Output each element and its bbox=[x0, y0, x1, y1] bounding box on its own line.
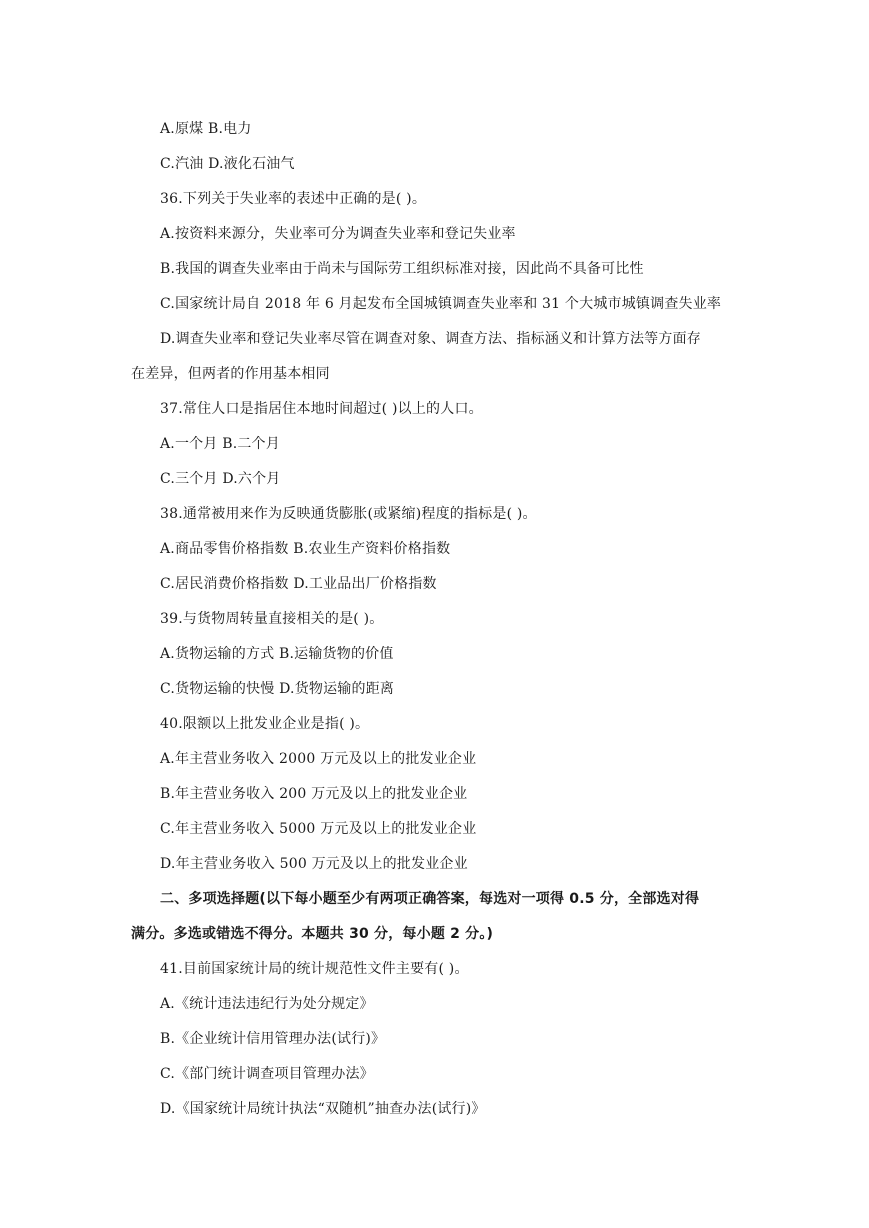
question-38: 38.通常被用来作为反映通货膨胀(或紧缩)程度的指标是( )。 bbox=[160, 506, 537, 522]
question-36: 36.下列关于失业率的表述中正确的是( )。 bbox=[160, 191, 427, 207]
question-41: 41.目前国家统计局的统计规范性文件主要有( )。 bbox=[160, 961, 469, 977]
text-line: A.一个月 B.二个月 bbox=[160, 436, 280, 452]
text-line: C.汽油 D.液化石油气 bbox=[160, 156, 295, 172]
section-heading-cont: 满分。多选或错选不得分。本题共 30 分，每小题 2 分。) bbox=[131, 926, 494, 942]
question-40: 40.限额以上批发业企业是指( )。 bbox=[160, 716, 370, 732]
text-line: B.《企业统计信用管理办法(试行)》 bbox=[160, 1031, 386, 1047]
text-line: C.居民消费价格指数 D.工业品出厂价格指数 bbox=[160, 576, 437, 592]
question-39: 39.与货物周转量直接相关的是( )。 bbox=[160, 611, 384, 627]
text-line: C.货物运输的快慢 D.货物运输的距离 bbox=[160, 681, 395, 697]
text-line: C.三个月 D.六个月 bbox=[160, 471, 281, 487]
text-line: C.国家统计局自 2018 年 6 月起发布全国城镇调查失业率和 31 个大城市城镇调查失业率 bbox=[160, 296, 722, 312]
text-line: C.年主营业务收入 5000 万元及以上的批发业企业 bbox=[160, 821, 477, 837]
text-line: A.商品零售价格指数 B.农业生产资料价格指数 bbox=[160, 541, 451, 557]
text-line: A.货物运输的方式 B.运输货物的价值 bbox=[160, 646, 394, 662]
text-line: B.我国的调查失业率由于尚未与国际劳工组织标准对接，因此尚不具备可比性 bbox=[160, 261, 644, 277]
text-line: A.年主营业务收入 2000 万元及以上的批发业企业 bbox=[160, 751, 477, 767]
text-line: D.调查失业率和登记失业率尽管在调查对象、调查方法、指标涵义和计算方法等方面存 bbox=[160, 331, 701, 347]
text-line: D.年主营业务收入 500 万元及以上的批发业企业 bbox=[160, 856, 468, 872]
text-line: D.《国家统计局统计执法“双随机”抽查办法(试行)》 bbox=[160, 1101, 486, 1117]
text-line: C.《部门统计调查项目管理办法》 bbox=[160, 1066, 374, 1082]
text-line: B.年主营业务收入 200 万元及以上的批发业企业 bbox=[160, 786, 468, 802]
text-line: A.原煤 B.电力 bbox=[160, 121, 252, 137]
section-heading: 二、多项选择题(以下每小题至少有两项正确答案，每选对一项得 0.5 分，全部选对得 bbox=[160, 891, 700, 907]
text-line: A.《统计违法违纪行为处分规定》 bbox=[160, 996, 374, 1012]
text-line: A.按资料来源分，失业率可分为调查失业率和登记失业率 bbox=[160, 226, 516, 242]
text-line: 在差异，但两者的作用基本相同 bbox=[131, 366, 330, 382]
question-37: 37.常住人口是指居住本地时间超过( )以上的人口。 bbox=[160, 401, 483, 417]
